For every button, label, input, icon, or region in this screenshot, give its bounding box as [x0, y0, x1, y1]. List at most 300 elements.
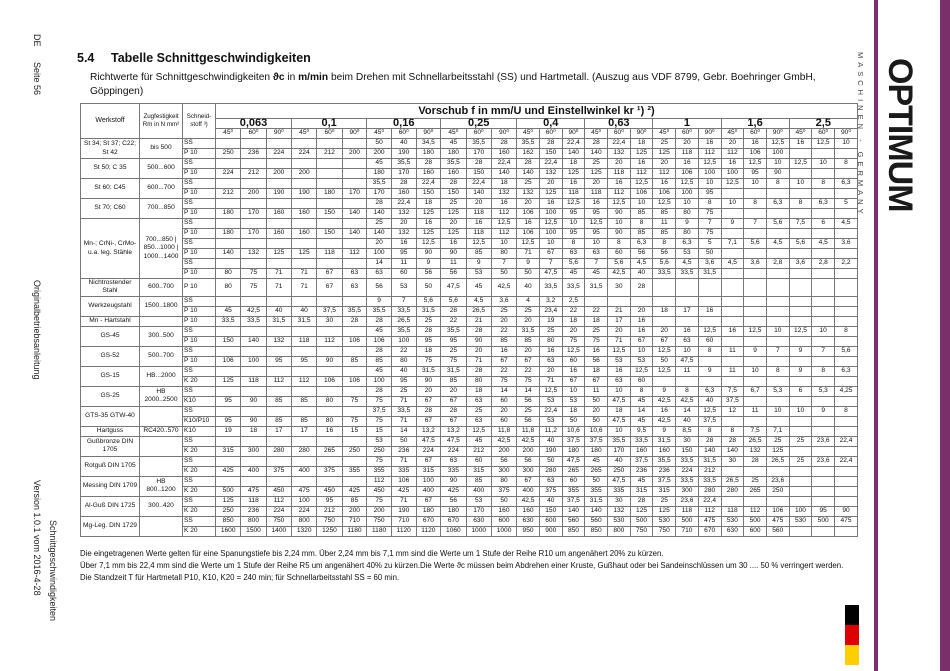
- speed-cell: 23,6: [766, 476, 789, 486]
- speed-cell: 63: [539, 476, 562, 486]
- table-row: [81, 426, 858, 436]
- speed-cell: 400: [517, 486, 540, 496]
- speed-cell: [721, 496, 744, 506]
- speed-cell: 90: [416, 376, 441, 386]
- speed-cell: [585, 296, 608, 306]
- speed-cell: [721, 416, 744, 426]
- speed-cell: 25: [517, 306, 540, 316]
- speed-cell: [266, 436, 291, 446]
- speed-cell: 80: [391, 356, 416, 366]
- speed-cell: 1120: [416, 526, 441, 536]
- speed-cell: 35,5: [517, 139, 540, 149]
- speed-cell: 67: [416, 456, 441, 466]
- feed-value: 2,5: [789, 119, 857, 129]
- speed-cell: [721, 189, 744, 199]
- speed-cell: 475: [766, 516, 789, 526]
- speed-cell: 95: [562, 229, 585, 239]
- speed-cell: 15: [342, 426, 367, 436]
- speed-cell: 16: [466, 219, 491, 229]
- speed-cell: [266, 139, 291, 149]
- speed-cell: 22: [585, 306, 608, 316]
- tool-cell: P 10: [183, 279, 216, 297]
- speed-cell: 10: [721, 199, 744, 209]
- speed-cell: 140: [216, 249, 241, 259]
- speed-cell: [342, 406, 367, 416]
- speed-cell: [216, 179, 241, 189]
- speed-cell: 75: [241, 269, 266, 279]
- speed-cell: 37,5: [585, 436, 608, 446]
- speed-cell: 315: [653, 486, 676, 496]
- speed-cell: 106: [317, 376, 342, 386]
- speed-cell: 85: [291, 416, 316, 426]
- speed-cell: [812, 376, 835, 386]
- speed-cell: 236: [241, 506, 266, 516]
- speed-cell: 67: [416, 396, 441, 406]
- angle-value: 90⁰: [266, 129, 291, 139]
- speed-cell: 500: [676, 516, 699, 526]
- speed-cell: 112: [342, 249, 367, 259]
- speed-cell: 75: [367, 456, 392, 466]
- speed-cell: 56: [416, 269, 441, 279]
- speed-cell: [789, 396, 812, 406]
- speed-cell: [766, 416, 789, 426]
- speed-cell: 9: [367, 296, 392, 306]
- speed-cell: 63: [367, 269, 392, 279]
- brand-stripe-outer: [940, 0, 950, 671]
- speed-cell: 22: [391, 346, 416, 356]
- feed-value: 0,4: [517, 119, 585, 129]
- speed-cell: 900: [539, 526, 562, 536]
- speed-cell: 20: [466, 199, 491, 209]
- speed-cell: 630: [466, 516, 491, 526]
- speed-cell: [835, 229, 858, 239]
- speed-cell: 12,5: [698, 326, 721, 336]
- speed-cell: 170: [367, 189, 392, 199]
- speed-cell: [812, 356, 835, 366]
- speed-cell: 125: [653, 506, 676, 516]
- speed-cell: 150: [466, 169, 491, 179]
- speed-cell: 100: [391, 336, 416, 346]
- speed-cell: 224: [266, 506, 291, 516]
- speed-cell: 67: [517, 476, 540, 486]
- speed-cell: 10: [766, 159, 789, 169]
- speed-cell: 18: [585, 366, 608, 376]
- speed-cell: [789, 149, 812, 159]
- speed-cell: 190: [539, 446, 562, 456]
- table-row: [81, 199, 858, 209]
- speed-cell: 106: [517, 229, 540, 239]
- speed-cell: 85: [367, 356, 392, 366]
- speed-cell: [835, 306, 858, 316]
- speed-cell: [266, 346, 291, 356]
- speed-cell: 22,4: [539, 159, 562, 169]
- speed-cell: 4,5: [766, 239, 789, 249]
- speed-cell: [721, 316, 744, 326]
- speed-cell: 33,5: [216, 316, 241, 326]
- speed-cell: 5: [698, 239, 721, 249]
- speed-cell: 750: [653, 526, 676, 536]
- strength-cell: 500...600: [140, 159, 183, 179]
- speed-cell: [266, 179, 291, 189]
- speed-cell: [241, 179, 266, 189]
- speed-cell: 106: [653, 189, 676, 199]
- material-cell: Mn-; CrNi-, CrMo- u.a. leg. Stähle: [81, 219, 140, 279]
- speed-cell: 670: [416, 516, 441, 526]
- speed-cell: 160: [491, 149, 516, 159]
- speed-cell: [766, 356, 789, 366]
- speed-cell: [789, 526, 812, 536]
- speed-cell: [342, 179, 367, 189]
- speed-cell: 85: [466, 476, 491, 486]
- speed-cell: 5,6: [766, 219, 789, 229]
- speed-cell: 160: [441, 169, 466, 179]
- speed-cell: [266, 406, 291, 416]
- speed-cell: 112: [721, 149, 744, 159]
- table-row: [81, 526, 858, 536]
- speed-cell: 56: [517, 396, 540, 406]
- speed-cell: [608, 296, 631, 306]
- speed-cell: 150: [317, 229, 342, 239]
- speed-cell: 63: [466, 416, 491, 426]
- speed-cell: 16: [416, 219, 441, 229]
- speed-cell: [698, 376, 721, 386]
- speed-cell: 400: [466, 486, 491, 496]
- speed-cell: 112: [608, 189, 631, 199]
- speed-cell: 16: [491, 199, 516, 209]
- speed-cell: 22,4: [416, 179, 441, 189]
- speed-cell: 17: [266, 426, 291, 436]
- speed-cell: [766, 496, 789, 506]
- left-margin: [0, 0, 68, 671]
- speed-cell: 75: [562, 336, 585, 346]
- speed-cell: [835, 169, 858, 179]
- speed-cell: 28: [367, 316, 392, 326]
- speed-cell: 112: [491, 209, 516, 219]
- speed-cell: 75: [517, 376, 540, 386]
- speed-cell: 90: [416, 249, 441, 259]
- speed-cell: 450: [367, 486, 392, 496]
- speed-cell: 28: [342, 316, 367, 326]
- material-cell: Nichtrostender Stahl: [81, 279, 140, 297]
- speed-cell: 16: [608, 179, 631, 189]
- speed-cell: 125: [216, 496, 241, 506]
- speed-cell: 67: [630, 336, 653, 346]
- speed-cell: 9: [721, 219, 744, 229]
- speed-cell: 37,5: [562, 496, 585, 506]
- speed-cell: 190: [291, 189, 316, 199]
- speed-cell: [721, 279, 744, 297]
- feed-value: 1,6: [721, 119, 789, 129]
- speed-cell: 800: [241, 516, 266, 526]
- speed-cell: 125: [630, 149, 653, 159]
- speed-cell: 132: [539, 169, 562, 179]
- speed-cell: 160: [391, 189, 416, 199]
- speed-cell: [835, 189, 858, 199]
- speed-cell: [812, 169, 835, 179]
- table-row: [81, 296, 858, 306]
- speed-cell: 212: [317, 506, 342, 516]
- speed-cell: 6,3: [630, 239, 653, 249]
- speed-cell: [812, 336, 835, 346]
- speed-cell: 20: [608, 159, 631, 169]
- speed-cell: 1180: [367, 526, 392, 536]
- speed-cell: 33,5: [676, 476, 699, 486]
- speed-cell: 85: [266, 396, 291, 406]
- speed-cell: [342, 169, 367, 179]
- speed-cell: 750: [317, 516, 342, 526]
- speed-cell: 10: [789, 179, 812, 189]
- speed-cell: [721, 336, 744, 346]
- speed-cell: [216, 296, 241, 306]
- intro-pre: Richtwerte für Schnittgeschwindigkeiten: [90, 72, 273, 83]
- speed-cell: 42,5: [517, 436, 540, 446]
- speed-cell: 118: [241, 496, 266, 506]
- speed-cell: [789, 336, 812, 346]
- speed-cell: [266, 259, 291, 269]
- speed-cell: 8: [630, 219, 653, 229]
- speed-cell: 1320: [291, 526, 316, 536]
- speed-cell: 20: [585, 406, 608, 416]
- speed-cell: 315: [466, 466, 491, 476]
- speed-cell: 45: [367, 366, 392, 376]
- speed-cell: 12,5: [608, 199, 631, 209]
- speed-cell: [835, 269, 858, 279]
- speed-cell: 26,5: [766, 456, 789, 466]
- tool-cell: K 20: [183, 376, 216, 386]
- speed-cell: [241, 296, 266, 306]
- speed-cell: 530: [608, 516, 631, 526]
- speed-cell: 20: [441, 386, 466, 396]
- speed-cell: 18: [562, 159, 585, 169]
- speed-cell: [835, 396, 858, 406]
- speed-cell: 40: [698, 396, 721, 406]
- speed-cell: 63: [539, 356, 562, 366]
- tool-cell: SS: [183, 406, 216, 416]
- speed-cell: 9: [676, 219, 699, 229]
- speed-cell: 112: [291, 376, 316, 386]
- speed-cell: [291, 139, 316, 149]
- speed-cell: 25: [491, 306, 516, 316]
- speed-cell: 150: [216, 336, 241, 346]
- speed-cell: [721, 249, 744, 259]
- speed-cell: 16: [653, 179, 676, 189]
- speed-cell: 33,5: [241, 316, 266, 326]
- angle-value: 45⁰: [367, 129, 392, 139]
- speed-cell: [789, 476, 812, 486]
- table-row: [81, 179, 858, 189]
- speed-cell: 28: [416, 159, 441, 169]
- speed-cell: [241, 239, 266, 249]
- speed-cell: 56: [585, 356, 608, 366]
- tool-cell: K10/P10: [183, 416, 216, 426]
- angle-value: 90⁰: [342, 129, 367, 139]
- speed-cell: 250: [608, 466, 631, 476]
- speed-cell: 106: [766, 506, 789, 516]
- strength-cell: RC420..570: [140, 426, 183, 436]
- speed-cell: 300: [241, 446, 266, 456]
- speed-cell: 800: [608, 526, 631, 536]
- table-row: [81, 239, 858, 249]
- speed-cell: 25: [585, 159, 608, 169]
- speed-cell: 67: [441, 396, 466, 406]
- speed-cell: [835, 316, 858, 326]
- speed-cell: 33,5: [698, 476, 721, 486]
- speed-cell: 14: [367, 259, 392, 269]
- speed-cell: 530: [789, 516, 812, 526]
- speed-cell: 11: [653, 219, 676, 229]
- speed-cell: 47,5: [441, 436, 466, 446]
- tool-cell: P 10: [183, 189, 216, 199]
- table-row: [81, 356, 858, 366]
- speed-cell: 8: [835, 326, 858, 336]
- speed-cell: 25: [653, 139, 676, 149]
- speed-cell: 28: [441, 306, 466, 316]
- speed-cell: 67: [517, 356, 540, 366]
- tool-cell: K 20: [183, 486, 216, 496]
- speed-cell: 20: [539, 366, 562, 376]
- speed-cell: 28: [391, 179, 416, 189]
- speed-cell: 33,5: [630, 436, 653, 446]
- speed-cell: 10: [608, 426, 631, 436]
- speed-cell: [744, 496, 767, 506]
- strength-cell: 700...850: [140, 199, 183, 219]
- tool-cell: SS: [183, 456, 216, 466]
- angle-value: 45⁰: [441, 129, 466, 139]
- speed-cell: 53: [608, 356, 631, 366]
- speed-cell: 212: [466, 446, 491, 456]
- speed-cell: 25: [789, 436, 812, 446]
- speed-cell: 53: [367, 436, 392, 446]
- table-row: [81, 516, 858, 526]
- speed-cell: 17: [291, 426, 316, 436]
- speed-cell: [241, 219, 266, 229]
- speed-cell: [721, 356, 744, 366]
- speed-cell: 236: [653, 466, 676, 476]
- material-cell: Werkzeugstahl: [81, 296, 140, 316]
- speed-cell: 45: [466, 436, 491, 446]
- speed-cell: 22: [441, 316, 466, 326]
- speed-cell: 5,3: [812, 386, 835, 396]
- speed-cell: 132: [391, 229, 416, 239]
- speed-cell: [721, 306, 744, 316]
- speed-cell: 6,3: [812, 199, 835, 209]
- speed-cell: 11,8: [491, 426, 516, 436]
- speed-cell: 630: [721, 526, 744, 536]
- speed-cell: [744, 376, 767, 386]
- speed-cell: 45: [562, 269, 585, 279]
- speed-cell: 3,6: [835, 239, 858, 249]
- speed-cell: [342, 139, 367, 149]
- speed-cell: 12,5: [491, 219, 516, 229]
- speed-cell: 12,5: [698, 159, 721, 169]
- speed-cell: 106: [342, 376, 367, 386]
- speed-cell: 10: [744, 179, 767, 189]
- speed-cell: 31,5: [291, 316, 316, 326]
- speed-cell: 22,4: [491, 159, 516, 169]
- speed-cell: 85: [342, 496, 367, 506]
- speed-cell: 42,5: [653, 396, 676, 406]
- speed-cell: 22,4: [562, 139, 585, 149]
- table-row: [81, 269, 858, 279]
- speed-cell: 50: [585, 416, 608, 426]
- speed-cell: [789, 426, 812, 436]
- angle-value: 90⁰: [835, 129, 858, 139]
- table-row: [81, 466, 858, 476]
- speed-cell: [789, 356, 812, 366]
- speed-cell: 28: [441, 179, 466, 189]
- speed-cell: 95: [391, 376, 416, 386]
- speed-cell: 11: [585, 386, 608, 396]
- speed-cell: 112: [653, 169, 676, 179]
- speed-cell: 112: [698, 149, 721, 159]
- speed-cell: 42,5: [491, 436, 516, 446]
- speed-cell: 45: [630, 476, 653, 486]
- material-cell: Gußbronze DIN 1705: [81, 436, 140, 456]
- speed-cell: 4,5: [812, 239, 835, 249]
- speed-cell: 16: [391, 239, 416, 249]
- speed-cell: 450: [317, 486, 342, 496]
- speed-cell: 265: [744, 486, 767, 496]
- speed-cell: 170: [241, 209, 266, 219]
- speed-cell: [317, 456, 342, 466]
- speed-cell: 16: [630, 316, 653, 326]
- angle-value: 60⁰: [391, 129, 416, 139]
- speed-cell: 12,5: [653, 346, 676, 356]
- speed-cell: 100: [789, 506, 812, 516]
- speed-cell: 106: [744, 149, 767, 159]
- speed-cell: 53: [391, 279, 416, 297]
- speed-cell: [241, 139, 266, 149]
- strength-cell: 600..700: [140, 279, 183, 297]
- speed-cell: [266, 239, 291, 249]
- speed-cell: 80: [491, 476, 516, 486]
- speed-cell: 170: [466, 506, 491, 516]
- speed-cell: 28: [416, 326, 441, 336]
- speed-cell: 670: [441, 516, 466, 526]
- speed-cell: 12,5: [630, 366, 653, 376]
- speed-cell: 40: [291, 306, 316, 316]
- speed-cell: [812, 279, 835, 297]
- speed-cell: 560: [766, 526, 789, 536]
- angle-value: 45⁰: [517, 129, 540, 139]
- speed-cell: 67: [416, 496, 441, 506]
- speed-cell: [789, 229, 812, 239]
- speed-cell: [317, 436, 342, 446]
- speed-cell: 425: [391, 486, 416, 496]
- speed-cell: 4,5: [721, 259, 744, 269]
- speed-cell: 11,8: [517, 426, 540, 436]
- speed-cell: 90: [608, 209, 631, 219]
- speed-cell: 56: [517, 456, 540, 466]
- cutting-speed-table: [80, 103, 858, 537]
- speed-cell: 90: [766, 169, 789, 179]
- speed-cell: [342, 366, 367, 376]
- speed-cell: 7: [539, 259, 562, 269]
- speed-cell: 106: [342, 336, 367, 346]
- speed-cell: 95: [441, 336, 466, 346]
- speed-cell: 12,5: [789, 159, 812, 169]
- speed-cell: [744, 396, 767, 406]
- speed-cell: 85: [291, 396, 316, 406]
- speed-cell: [744, 209, 767, 219]
- speed-cell: [317, 476, 342, 486]
- speed-cell: 20: [721, 139, 744, 149]
- speed-cell: 33,5: [391, 406, 416, 416]
- speed-cell: 8: [698, 346, 721, 356]
- table-row: [81, 209, 858, 219]
- speed-cell: 90: [317, 356, 342, 366]
- speed-cell: 16: [721, 159, 744, 169]
